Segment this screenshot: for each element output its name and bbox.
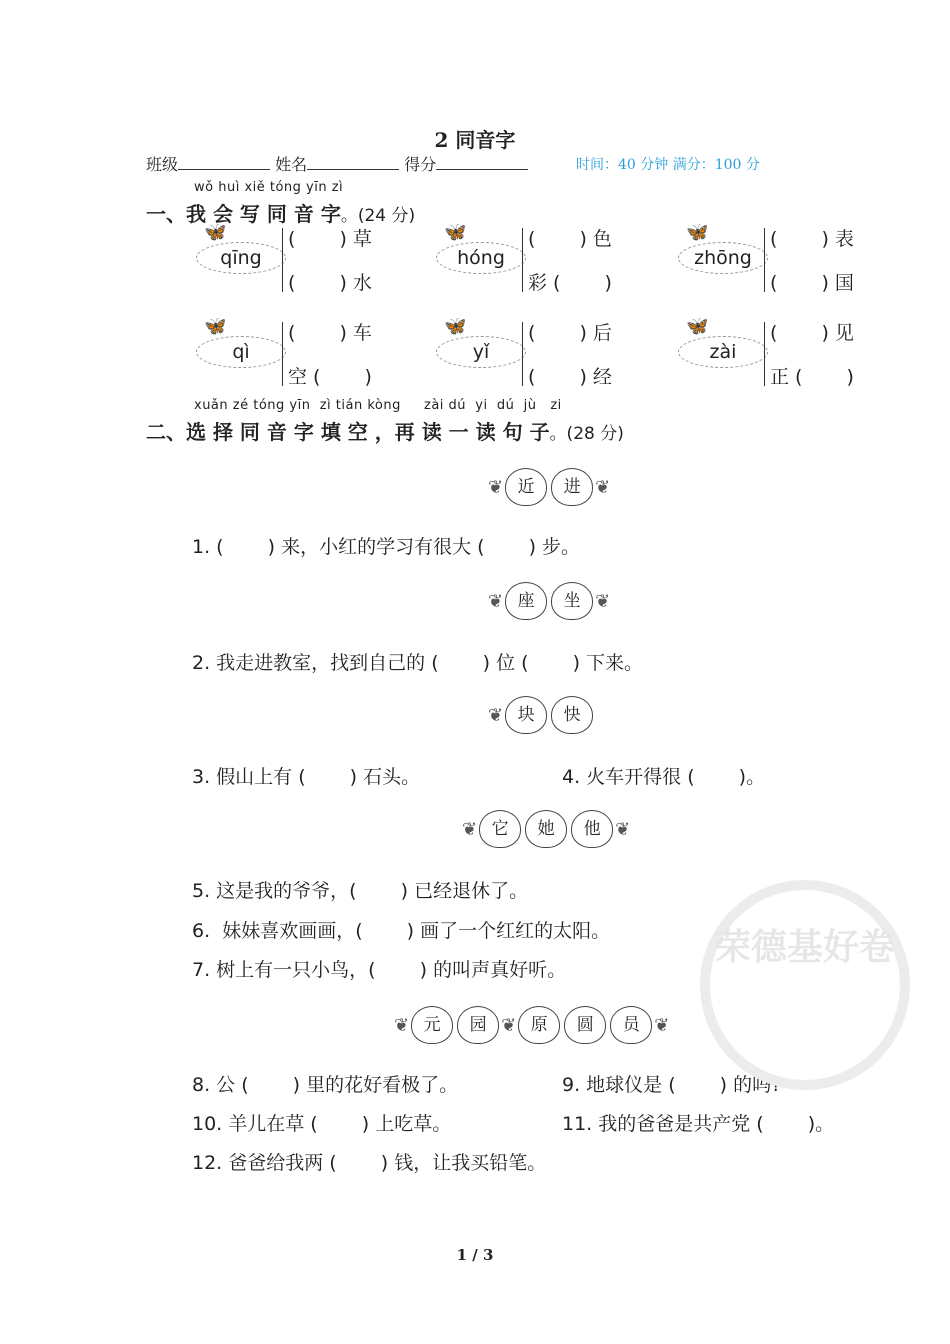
char-option: 近 [505,468,547,506]
leaf-icon: ❦ [394,1014,410,1036]
page-title: 2 同音字 [434,128,516,152]
leaf-icon: ❦ [462,818,478,840]
blank-line[interactable]: ( ) 国 [770,272,854,294]
char-set-5 [394,1006,669,1044]
pinyin-bubble: zài [678,336,768,368]
char-option: 快 [551,696,593,734]
char-option: 原 [518,1006,560,1044]
sentence-2[interactable]: 2. 我走进教室，找到自己的 ( ) 位 ( ) 下来。 [192,652,644,674]
butterfly-icon: 🦋 [444,316,467,337]
watermark-logo [700,880,910,1090]
blank-line[interactable]: ( ) 色 [528,228,612,250]
char-option: 员 [610,1006,652,1044]
sentence-4[interactable]: 4. 火车开得很 ( )。 [562,766,766,788]
leaf-icon: ❦ [654,1014,670,1036]
blank-line[interactable]: ( ) 草 [288,228,372,250]
section1-pinyin: wǒ huì xiě tóng yīn zì [194,180,344,195]
score-label: 得分 [404,155,437,174]
char-option: 元 [411,1006,453,1044]
char-option: 她 [525,810,567,848]
sentence-5[interactable]: 5. 这是我的爷爷，( ) 已经退休了。 [192,880,529,902]
leaf-icon: ❦ [488,476,504,498]
time-info: 时间：40 分钟 满分：100 分 [576,157,760,173]
section2-pinyin: xuǎn zé tóng yīn zì tián kòng zài dú yi dú jù zi [194,398,562,413]
char-set-2 [488,582,610,620]
section2-score: 。(28 分) [549,424,624,444]
student-info [146,152,528,175]
section1-score: 。(24 分) [340,206,416,226]
pinyin-bubble: hóng [436,242,526,274]
sentence-7[interactable]: 7. 树上有一只小鸟，( ) 的叫声真好听。 [192,959,567,981]
sentence-9[interactable]: 9. 地球仪是 ( ) 的吗? [562,1074,782,1096]
sentence-6[interactable]: 6. 妹妹喜欢画画，( ) 画了一个红红的太阳。 [192,920,611,942]
class-label: 班级 [146,155,179,174]
char-option: 座 [505,582,547,620]
char-option: 块 [505,696,547,734]
name-label: 姓名 [275,155,308,174]
section2-heading-text: 二、选 择 同 音 字 填 空 ，再 读 一 读 句 子 [146,420,550,444]
leaf-icon: ❦ [488,704,504,726]
pinyin-bubble: qīng [196,242,286,274]
butterfly-icon: 🦋 [686,316,709,337]
char-option: 圆 [564,1006,606,1044]
leaf-icon: ❦ [595,590,611,612]
sentence-12[interactable]: 12. 爸爸给我两 ( ) 钱，让我买铅笔。 [192,1152,547,1174]
blank-line[interactable]: ( ) 见 [770,322,854,344]
name-field[interactable] [307,153,399,170]
pinyin-bubble: qì [196,336,286,368]
leaf-icon: ❦ [595,476,611,498]
blank-line[interactable]: 彩 ( ) [528,272,612,294]
butterfly-icon: 🦋 [444,222,467,243]
leaf-icon: ❦ [488,590,504,612]
page-number: 1 / 3 [456,1246,494,1264]
sentence-3[interactable]: 3. 假山上有 ( ) 石头。 [192,766,421,788]
char-set-4 [462,810,630,848]
blank-line[interactable]: ( ) 水 [288,272,372,294]
leaf-icon: ❦ [615,818,631,840]
pinyin-bubble: yǐ [436,336,526,368]
score-field[interactable] [436,153,528,170]
butterfly-icon: 🦋 [686,222,709,243]
butterfly-icon: 🦋 [204,316,227,337]
butterfly-icon: 🦋 [204,222,227,243]
blank-line[interactable]: ( ) 车 [288,322,372,344]
char-option: 园 [457,1006,499,1044]
watermark-text: 荣德基好卷 [714,927,895,968]
section1-heading [146,198,415,227]
char-set-3 [488,696,595,734]
blank-line[interactable]: ( ) 表 [770,228,854,250]
pinyin-bubble: zhōng [678,242,768,274]
leaf-icon: ❦ [501,1014,517,1036]
blank-line[interactable]: 空 ( ) [288,366,372,388]
sentence-10[interactable]: 10. 羊儿在草 ( ) 上吃草。 [192,1113,452,1135]
sentence-1[interactable]: 1. ( ) 来，小红的学习有很大 ( ) 步。 [192,536,581,558]
sentence-11[interactable]: 11. 我的爸爸是共产党 ( )。 [562,1113,835,1135]
section1-heading-text: 一、我 会 写 同 音 字 [146,202,341,226]
class-field[interactable] [178,153,270,170]
char-option: 坐 [551,582,593,620]
blank-line[interactable]: 正 ( ) [770,366,854,388]
char-option: 它 [479,810,521,848]
section2-heading [146,416,624,445]
char-option: 他 [571,810,613,848]
sentence-8[interactable]: 8. 公 ( ) 里的花好看极了。 [192,1074,459,1096]
blank-line[interactable]: ( ) 经 [528,366,612,388]
blank-line[interactable]: ( ) 后 [528,322,612,344]
char-option: 进 [551,468,593,506]
char-set-1 [488,468,610,506]
